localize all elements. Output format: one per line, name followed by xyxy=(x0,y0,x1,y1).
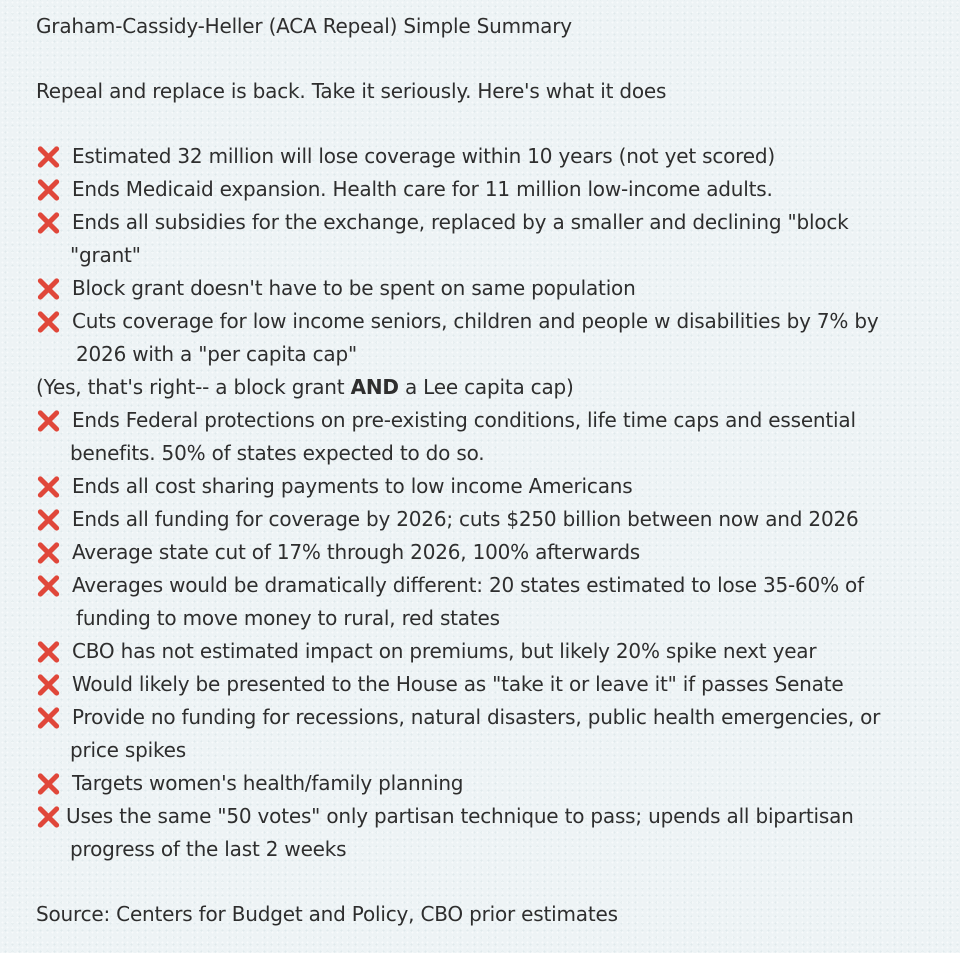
cross-mark-icon xyxy=(36,640,60,664)
cross-mark-icon xyxy=(36,475,60,499)
item-text-continued: 2026 with a "per capita cap" xyxy=(76,342,357,366)
cross-mark-icon xyxy=(36,574,60,598)
cross-mark-icon xyxy=(36,277,60,301)
cross-mark-icon xyxy=(36,310,60,334)
item-text: Ends all cost sharing payments to low income Americans xyxy=(72,474,633,498)
list-item xyxy=(36,206,960,272)
item-text-continued: progress of the last 2 weeks xyxy=(70,837,347,861)
cross-mark-icon xyxy=(36,508,60,532)
intro-text: Repeal and replace is back. Take it seriously. Here's what it does xyxy=(36,79,667,103)
aside-after: a Lee capita cap) xyxy=(398,375,574,399)
item-text: Ends Federal protections on pre-existing conditions, life time caps and essential xyxy=(72,408,856,432)
list-item xyxy=(36,569,960,635)
note-title: Graham-Cassidy-Heller (ACA Repeal) Simple Summary xyxy=(36,14,572,38)
item-text: Cuts coverage for low income seniors, children and people w disabilities by 7% by xyxy=(72,309,879,333)
list-item xyxy=(36,536,960,569)
list-item xyxy=(36,701,960,767)
item-text: Uses the same "50 votes" only partisan technique to pass; upends all bipartisan xyxy=(66,804,854,828)
cross-mark-icon xyxy=(36,805,60,829)
list-item xyxy=(36,173,960,206)
item-text: CBO has not estimated impact on premiums, but likely 20% spike next year xyxy=(72,639,817,663)
item-text: Ends Medicaid expansion. Health care for 11 million low-income adults. xyxy=(72,177,773,201)
item-text: Targets women's health/family planning xyxy=(72,771,464,795)
item-text-continued: "grant" xyxy=(70,243,141,267)
aside-bold: AND xyxy=(350,375,399,399)
cross-mark-icon xyxy=(36,673,60,697)
list-item xyxy=(36,635,960,668)
item-text: Average state cut of 17% through 2026, 100% afterwards xyxy=(72,540,641,564)
aside-before: (Yes, that's right-- a block grant xyxy=(36,375,351,399)
item-text: Estimated 32 million will lose coverage within 10 years (not yet scored) xyxy=(72,144,775,168)
cross-mark-icon xyxy=(36,145,60,169)
cross-mark-icon xyxy=(36,211,60,235)
spacer xyxy=(36,43,960,75)
cross-mark-icon xyxy=(36,178,60,202)
cross-mark-icon xyxy=(36,409,60,433)
spacer xyxy=(36,866,960,898)
item-text: Would likely be presented to the House as "take it or leave it" if passes Senate xyxy=(72,672,844,696)
item-text: Ends all funding for coverage by 2026; cuts $250 billion between now and 2026 xyxy=(72,507,859,531)
item-text: Ends all subsidies for the exchange, replaced by a smaller and declining "block xyxy=(72,210,849,234)
spacer xyxy=(36,108,960,140)
item-text-continued: benefits. 50% of states expected to do so. xyxy=(70,441,485,465)
list-item xyxy=(36,140,960,173)
aside-note xyxy=(36,371,960,404)
item-text: Provide no funding for recessions, natural disasters, public health emergencies, or xyxy=(72,705,881,729)
list-item xyxy=(36,767,960,800)
item-text-continued: price spikes xyxy=(70,738,186,762)
list-item xyxy=(36,668,960,701)
item-text: Averages would be dramatically different: 20 states estimated to lose 35-60% of xyxy=(72,573,864,597)
list-item xyxy=(36,272,960,305)
list-item xyxy=(36,404,960,470)
cross-mark-icon xyxy=(36,772,60,796)
item-text-continued: funding to move money to rural, red states xyxy=(76,606,500,630)
cross-mark-icon xyxy=(36,706,60,730)
list-item xyxy=(36,470,960,503)
item-text: Block grant doesn't have to be spent on same population xyxy=(72,276,636,300)
list-item xyxy=(36,800,960,866)
list-item xyxy=(36,503,960,536)
cross-mark-icon xyxy=(36,541,60,565)
list-item xyxy=(36,305,960,371)
source-note: Source: Centers for Budget and Policy, CBO prior estimates xyxy=(36,902,618,926)
